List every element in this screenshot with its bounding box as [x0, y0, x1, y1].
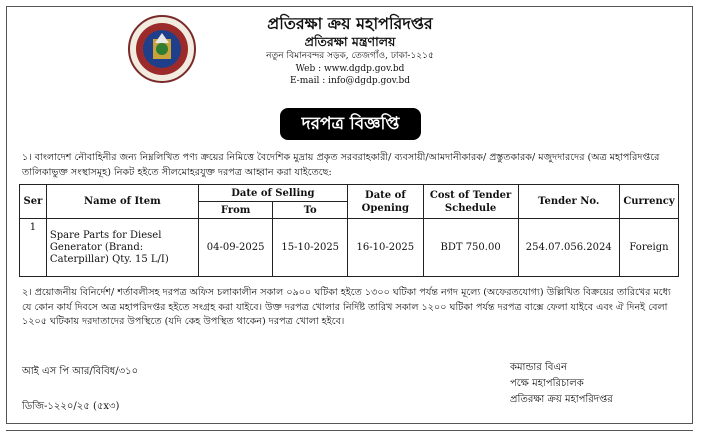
paragraph-2: ২। প্রয়োজনীয় বিনির্দেশ/ শর্তাবলীসহ দরপত্র অফিস চলাকালীন সকাল ০৯০০ ঘটিকা হইতে ১৩০০ ঘটিকা পর্যন্ত নগদ মূল্যে (অফেরতযোগ্য) উল্লিখিত বিক্রয়ের তারিখের মধ্যে যে কোন কার্য দিবসে অত্র মহাপরিদপ্তর হইতে সংগ্রহ করা যাইবে। উক্ত দরপত্র খোলার নির্দিষ্ট তারিখ সকাল ১২০০ ঘটিকা পর্যন্ত দরপত্র বাক্সে ফেলা যাইবে এবং ঐ দিনই বেলা ১২০৫ ঘটিকায় দরদাতাদের উপস্থিতে (যদি কেহ উপস্থিত থাকেন) দরপত্র খোলা হইবে।: [22, 287, 671, 327]
header-currency: Currency: [619, 185, 678, 219]
table-row: [20, 219, 679, 277]
header-ser: Ser: [20, 185, 47, 219]
organization-name: প্রতিরক্ষা ক্রয় মহাপরিদপ্তর: [267, 14, 433, 33]
address-line: নতুন বিমানবন্দর সড়ক, তেজগাঁও, ঢাকা-১২১৫: [266, 51, 434, 61]
signatory-office: প্রতিরক্ষা ক্রয় মহাপরিদপ্তর: [510, 394, 613, 405]
cell-opening: 16-10-2025: [347, 219, 423, 277]
cell-currency: Foreign: [619, 219, 678, 277]
website-link[interactable]: Web : www.dgdp.gov.bd: [295, 64, 405, 74]
bottom-divider: [6, 430, 693, 431]
header-item: Name of Item: [46, 185, 198, 219]
cell-ser: 1: [20, 219, 47, 277]
header-tender-no: Tender No.: [518, 185, 619, 219]
ministry-name: প্রতিরক্ষা মন্ত্রণালয়: [304, 34, 396, 49]
letterhead: [200, 14, 500, 87]
email-link[interactable]: E-mail : info@dgdp.gov.bd: [289, 76, 411, 86]
signature-block: [510, 360, 680, 408]
header-from: From: [198, 202, 273, 219]
cell-cost: BDT 750.00: [423, 219, 518, 277]
dgdp-emblem-logo: [128, 15, 196, 83]
notice-title-badge: দরপত্র বিজ্ঞপ্তি: [280, 108, 422, 140]
reference-number: আই এস পি আর/বিবিধ/৩১০: [22, 366, 139, 377]
tender-table: [19, 184, 679, 277]
paragraph-1: ১। বাংলাদেশ নৌবাহিনীর জন্য নিম্নলিখিত পণ্য ক্রয়ের নিমিত্তে বৈদেশিক মুদ্রায় প্রকৃত সরবরাহকারী/ ব্যবসায়ী/আমদানীকারক/ প্রস্তুতকারক/ মজুদদারদের (অত্র মহাপরিদপ্তরে তালিকাভুক্ত সংস্থাসমূহ) নিকট হইতে সীলমোহরযুক্ত দরপত্র আহ্বান করা যাইতেছে:: [22, 152, 660, 178]
signatory-rank: কমান্ডার বিএন: [510, 362, 568, 373]
header-opening: Date of Opening: [347, 185, 423, 219]
document-number: ডিজি-১২২০/২৫ (৫x৩): [22, 401, 120, 412]
cell-item: Spare Parts for Diesel Generator (Brand: Caterpillar) Qty. 15 L/I): [46, 219, 198, 277]
cell-from: 04-09-2025: [198, 219, 273, 277]
header-cost: Cost of Tender Schedule: [423, 185, 518, 219]
signatory-role: পক্ষে মহাপরিচালক: [510, 378, 584, 389]
header-to: To: [273, 202, 347, 219]
cell-to: 15-10-2025: [273, 219, 347, 277]
header-selling: Date of Selling: [198, 185, 347, 202]
cell-tender-no: 254.07.056.2024: [518, 219, 619, 277]
